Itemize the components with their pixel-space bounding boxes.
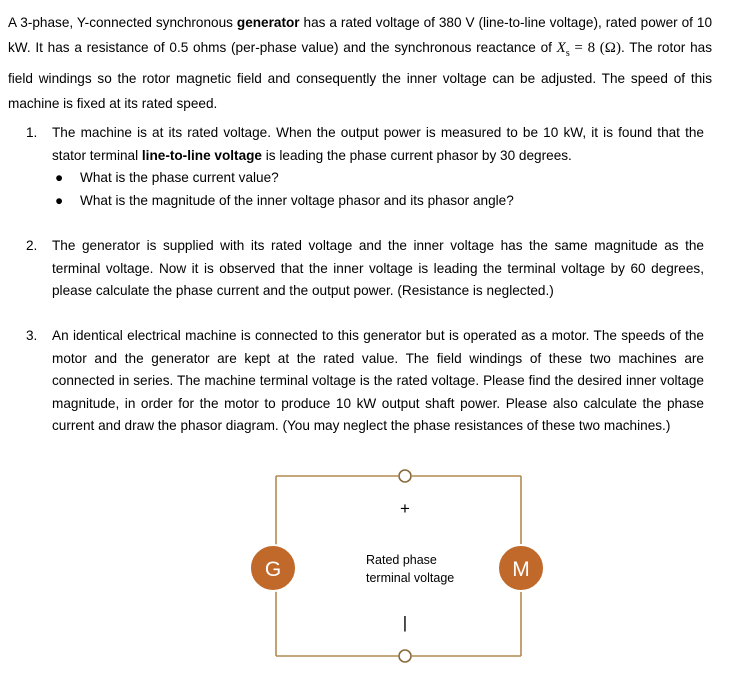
bullet-text: What is the phase current value? (80, 170, 279, 185)
question-number: 3. (26, 328, 38, 343)
question-text: An identical electrical machine is connected to this generator but is operated as a motor. The speeds of the motor and the generator are kept at the rated value. The field windings of these two machines are connected in series. The machine terminal voltage is the rated voltage. Please find the desired inner voltage magnitude, in order for the motor to produce 10 kW output shaft power. Please also calculate the phase current and draw the phasor diagram. (You may neglect the phase resistances of these two machines.) (52, 328, 704, 433)
intro-text-3: . The rotor has field windings so the rotor magnetic field and consequently the inner voltage can be adjusted. The speed of this machine is fixed at its rated speed. (8, 40, 712, 111)
question-1-text-a: The machine is at its rated voltage. When the output power is measured to be 10 kW, it is found that the stator terminal (52, 125, 704, 163)
bullet-text: What is the magnitude of the inner voltage phasor and its phasor angle? (80, 192, 514, 208)
bottom-terminal (399, 650, 411, 662)
question-number: 1. (26, 125, 38, 140)
voltage-label-line1: Rated phase (366, 553, 437, 567)
intro-text-2: has a rated voltage of 380 V (line-to-line voltage), rated power of 10 kW. It has a resistance of 0.5 ohms (per-phase value) and the synchronous reactance of (8, 15, 713, 55)
reactance-value: = 8 (Ω) (569, 40, 621, 56)
intro-bold-generator: generator (236, 15, 300, 30)
plus-sign: + (400, 499, 410, 518)
question-number: 2. (26, 238, 38, 253)
question-1-bold: line-to-line voltage (141, 147, 262, 163)
generator-label: G (264, 558, 282, 581)
reactance-var: X (556, 40, 566, 56)
top-terminal (399, 470, 411, 482)
question-text: The generator is supplied with its rated voltage and the inner voltage has the same magnitude as the terminal voltage. Now it is observed that the inner voltage is leading the terminal voltage by 60 degrees, please calculate the phase current and the output power. (Resistance is neglected.) (52, 238, 704, 298)
voltage-label-line2: terminal voltage (366, 571, 455, 585)
bullet-dot-icon: ● (55, 170, 64, 185)
motor-label: M (512, 558, 530, 581)
bullet-dot-icon: ● (55, 192, 64, 208)
question-1-text-b: is leading the phase current phasor by 30 degrees. (262, 147, 572, 163)
reactance-sub: s (565, 48, 570, 59)
minus-sign: | (402, 613, 408, 632)
intro-text-1: A 3-phase, Y-connected synchronous (8, 15, 237, 30)
